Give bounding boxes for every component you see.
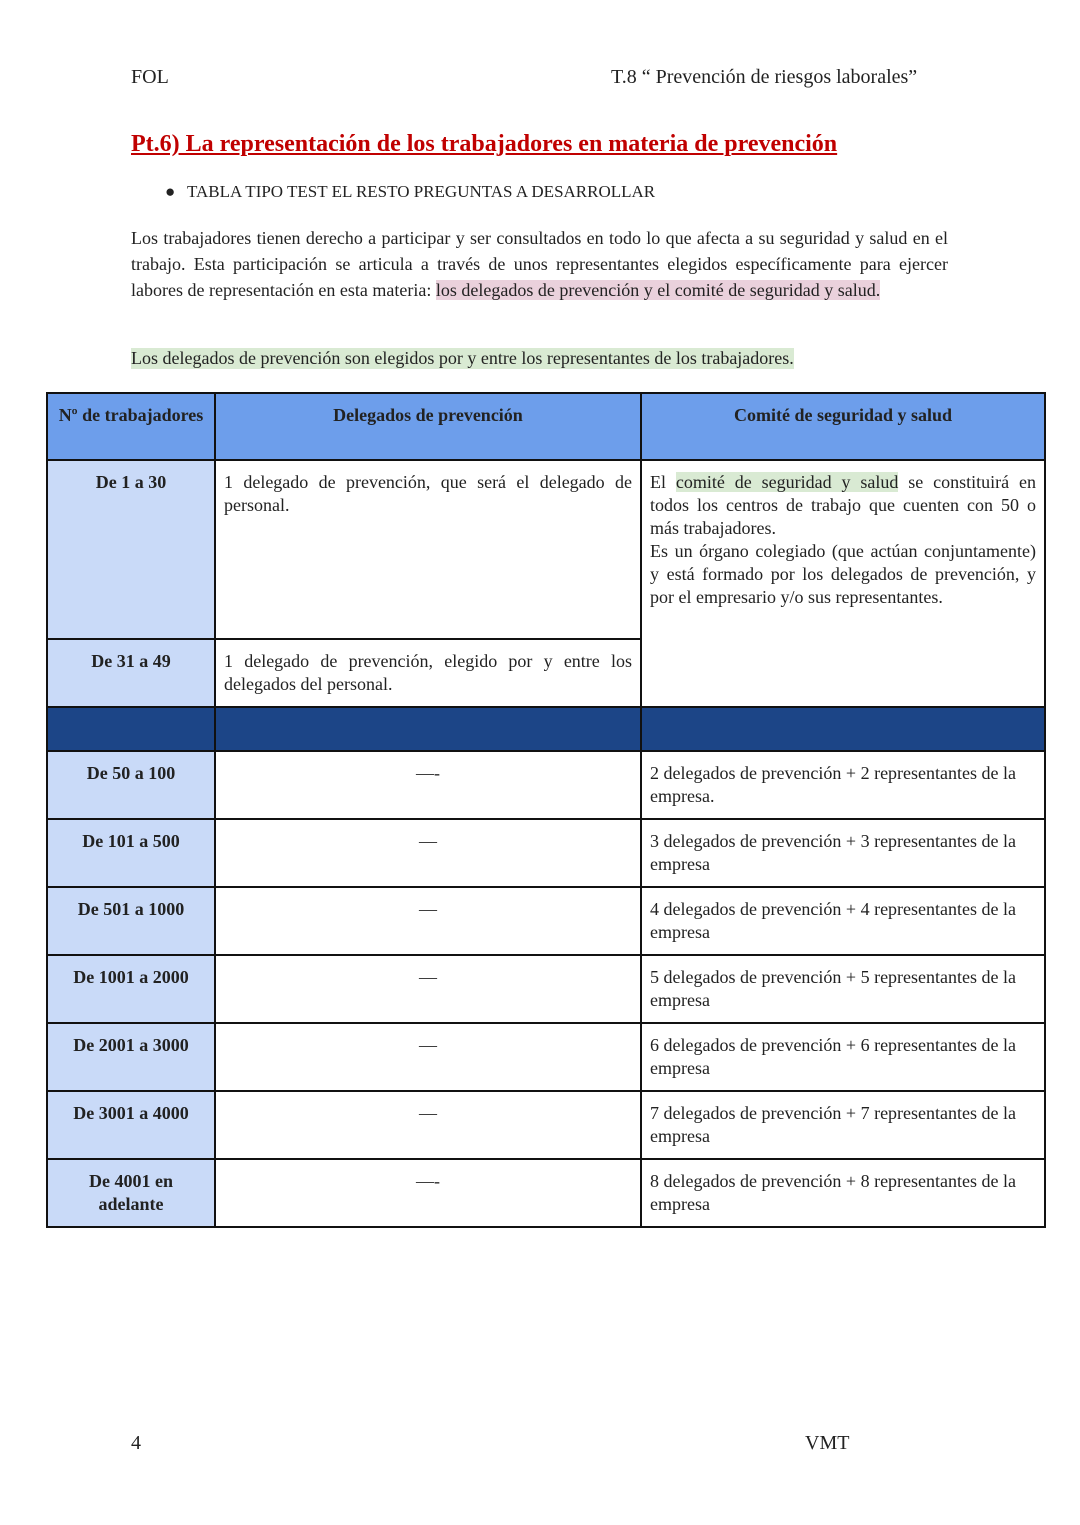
row-label: De 31 a 49: [47, 639, 215, 707]
delegados-cell: —: [215, 1023, 641, 1091]
comite-text: Es un órgano colegiado (que actúan conjuntamente) y está formado por los delegados de prevención, y por el empresario y/o sus representantes.: [650, 541, 1036, 607]
table-row: [47, 1091, 1045, 1159]
header-comite: Comité de seguridad y salud: [641, 393, 1045, 460]
delegados-cell: —: [215, 819, 641, 887]
table-row: [47, 955, 1045, 1023]
row-label: De 501 a 1000: [47, 887, 215, 955]
comite-cell: 7 delegados de prevención + 7 representantes de la empresa: [641, 1091, 1045, 1159]
bullet-item: [165, 182, 655, 202]
header-delegados: Delegados de prevención: [215, 393, 641, 460]
row-label: De 101 a 500: [47, 819, 215, 887]
delegados-cell: —-: [215, 1159, 641, 1227]
row-label: De 4001 en adelante: [47, 1159, 215, 1227]
delegados-cell: —-: [215, 751, 641, 819]
delegados-cell: 1 delegado de prevención, que será el delegado de personal.: [215, 460, 641, 639]
table-row: [47, 887, 1045, 955]
comite-cell: 3 delegados de prevención + 3 representantes de la empresa: [641, 819, 1045, 887]
separator-cell: [47, 707, 215, 751]
highlighted-text: comité de seguridad y salud: [675, 472, 899, 492]
delegados-cell: —: [215, 955, 641, 1023]
highlighted-paragraph: Los delegados de prevención son elegidos por y entre los representantes de los trabajadores.: [131, 348, 794, 368]
comite-cell: [641, 460, 1045, 707]
delegados-cell: 1 delegado de prevención, elegido por y entre los delegados del personal.: [215, 639, 641, 707]
comite-cell: 8 delegados de prevención + 8 representantes de la empresa: [641, 1159, 1045, 1227]
comite-cell: 4 delegados de prevención + 4 representantes de la empresa: [641, 887, 1045, 955]
author-initials: VMT: [805, 1432, 850, 1454]
comite-text: se constituirá en todos los centros de trabajo que cuenten con 50 o más trabajadores.: [650, 472, 1036, 538]
table-row: [47, 1023, 1045, 1091]
separator-row: [47, 707, 1045, 751]
table-row: [47, 751, 1045, 819]
separator-cell: [641, 707, 1045, 751]
separator-cell: [215, 707, 641, 751]
delegados-cell: —: [215, 887, 641, 955]
comite-text: El: [650, 472, 676, 492]
row-label: De 1001 a 2000: [47, 955, 215, 1023]
header-subject: FOL: [131, 66, 169, 88]
paragraph-text: Los trabajadores tienen derecho a participar y ser consultados en todo lo que afecta a su seguridad y salud en el trabajo. Esta participación se articula a través de unos representantes elegidos específicamente para ejercer labores de representación en esta materia:: [131, 228, 948, 300]
page-number: 4: [131, 1432, 141, 1454]
comite-cell: 6 delegados de prevención + 6 representantes de la empresa: [641, 1023, 1045, 1091]
delegados-cell: —: [215, 1091, 641, 1159]
table-header-row: [47, 393, 1045, 460]
section-title: Pt.6) La representación de los trabajadores en materia de prevención: [131, 131, 838, 157]
row-label: De 1 a 30: [47, 460, 215, 639]
representation-table: [46, 392, 1046, 1228]
intro-paragraph: [131, 225, 948, 303]
header-topic: T.8 “ Prevención de riesgos laborales”: [611, 66, 918, 88]
row-label: De 3001 a 4000: [47, 1091, 215, 1159]
table-row: [47, 1159, 1045, 1227]
comite-cell: 2 delegados de prevención + 2 representantes de la empresa.: [641, 751, 1045, 819]
bullet-icon: ●: [165, 182, 176, 201]
header-workers: Nº de trabajadores: [47, 393, 215, 460]
row-label: De 50 a 100: [47, 751, 215, 819]
row-label: De 2001 a 3000: [47, 1023, 215, 1091]
comite-cell: 5 delegados de prevención + 5 representantes de la empresa: [641, 955, 1045, 1023]
highlighted-text: los delegados de prevención y el comité de seguridad y salud.: [435, 280, 881, 300]
table-row: [47, 819, 1045, 887]
bullet-text: TABLA TIPO TEST EL RESTO PREGUNTAS A DESARROLLAR: [187, 182, 656, 201]
table-row: [47, 460, 1045, 639]
